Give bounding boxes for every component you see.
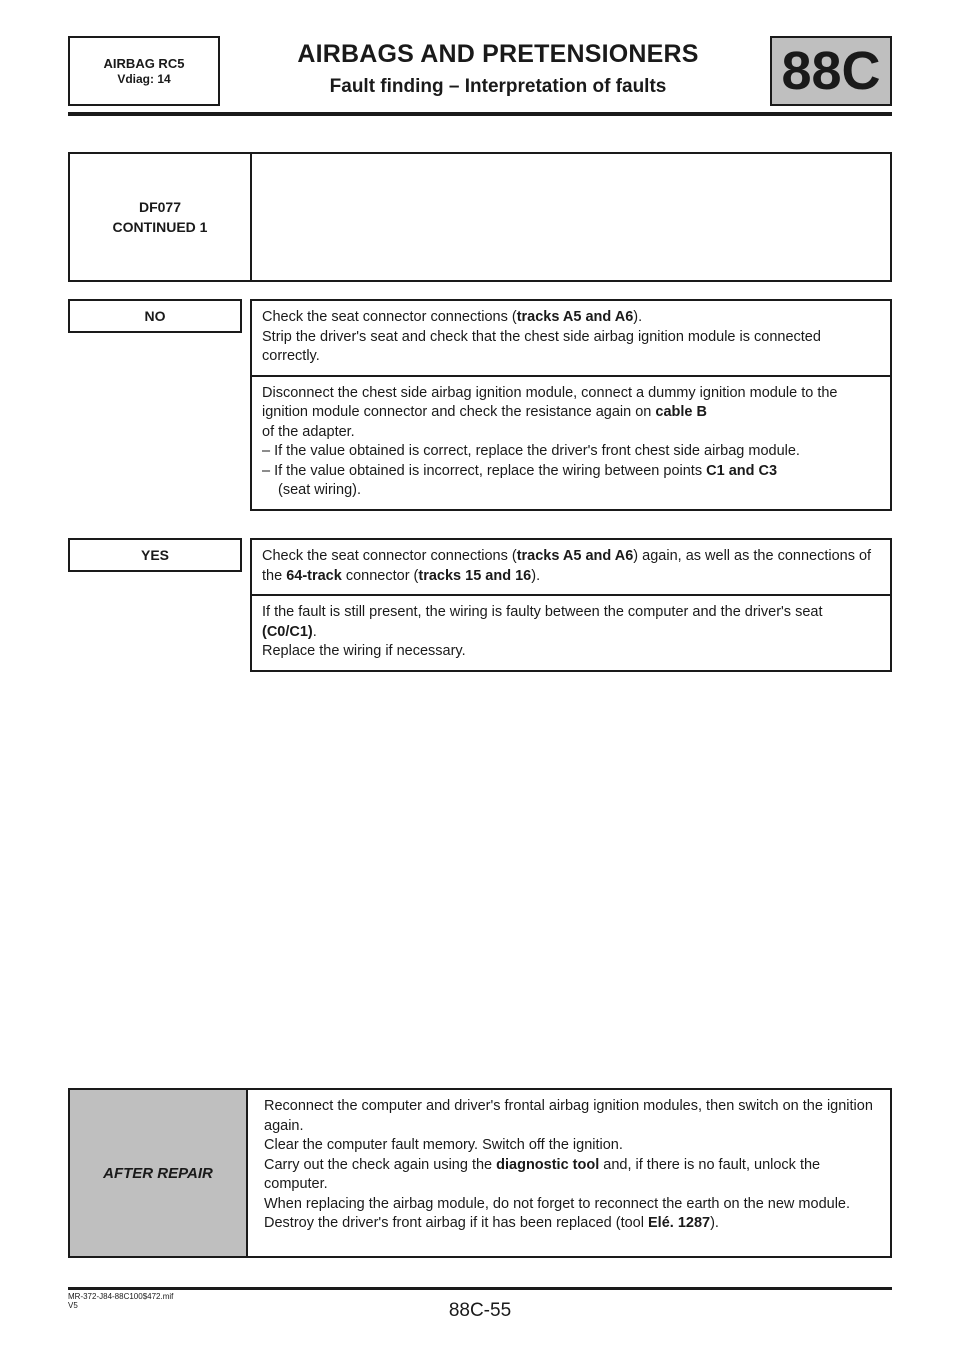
- vehicle-model: AIRBAG RC5: [103, 55, 185, 71]
- page-subtitle: Fault finding – Interpretation of faults: [329, 76, 667, 97]
- after-repair-label: AFTER REPAIR: [70, 1090, 248, 1256]
- dash-item-correct: – If the value obtained is correct, replace the driver's front chest side airbag module.: [262, 443, 800, 459]
- page-number: 88C-55: [448, 1300, 512, 1321]
- dash-item-incorrect: – If the value obtained is incorrect, replace the wiring between points C1 and C3: [262, 462, 778, 479]
- vdiag-version: Vdiag: 14: [117, 71, 171, 86]
- yes-step-2: If the fault is still present, the wiring is faulty between the computer and the driver's seat (C0/C1). Replace the wiring if necessary.: [252, 594, 890, 670]
- vehicle-id-box: [68, 36, 220, 106]
- page-title: AIRBAGS AND PRETENSIONERS: [297, 40, 699, 68]
- fault-code-label: [70, 154, 252, 280]
- no-tag: NO: [68, 299, 242, 333]
- no-step-1: Check the seat connector connections (tracks A5 and A6). Strip the driver's seat and check that the chest side airbag ignition module is connected correctly.: [262, 309, 821, 364]
- yes-instructions-box: [250, 538, 892, 672]
- after-repair-box: [68, 1088, 892, 1258]
- after-repair-instructions: Reconnect the computer and driver's frontal airbag ignition modules, then switch on the ignition again. Clear the computer fault memory. Switch off the ignition. Carry out the check again using the diagnostic tool and, if there is no fault, unlock the computer. When replacing the airbag module, do not forget to reconnect the earth on the new module. Destroy the driver's front airbag if it has been replaced (tool Elé. 1287).: [264, 1098, 873, 1231]
- yes-step-1: Check the seat connector connections (tracks A5 and A6) again, as well as the connections of the 64-track connector (tracks 15 and 16).: [262, 548, 872, 584]
- fault-code: DF077: [138, 199, 182, 215]
- header-divider: [68, 112, 892, 116]
- document-reference: MR-372-J84-88C100$472.mif V5: [68, 1292, 174, 1310]
- continued-label: CONTINUED 1: [112, 219, 208, 235]
- footer-divider: [68, 1287, 892, 1290]
- fault-code-box: [68, 152, 892, 282]
- yes-tag: YES: [68, 538, 242, 572]
- no-step-2: Disconnect the chest side airbag ignition module, connect a dummy ignition module to the ignition module connector and check the resistance again on cable B of the adapter. – If the value obtained is correct, replace the driver's front chest side airbag module. – If the value obtained is incorrect, replace the wiring between points C1 and C3 (seat wiring).: [252, 375, 890, 509]
- section-code-badge: 88C: [770, 36, 892, 106]
- no-instructions-box: [250, 299, 892, 511]
